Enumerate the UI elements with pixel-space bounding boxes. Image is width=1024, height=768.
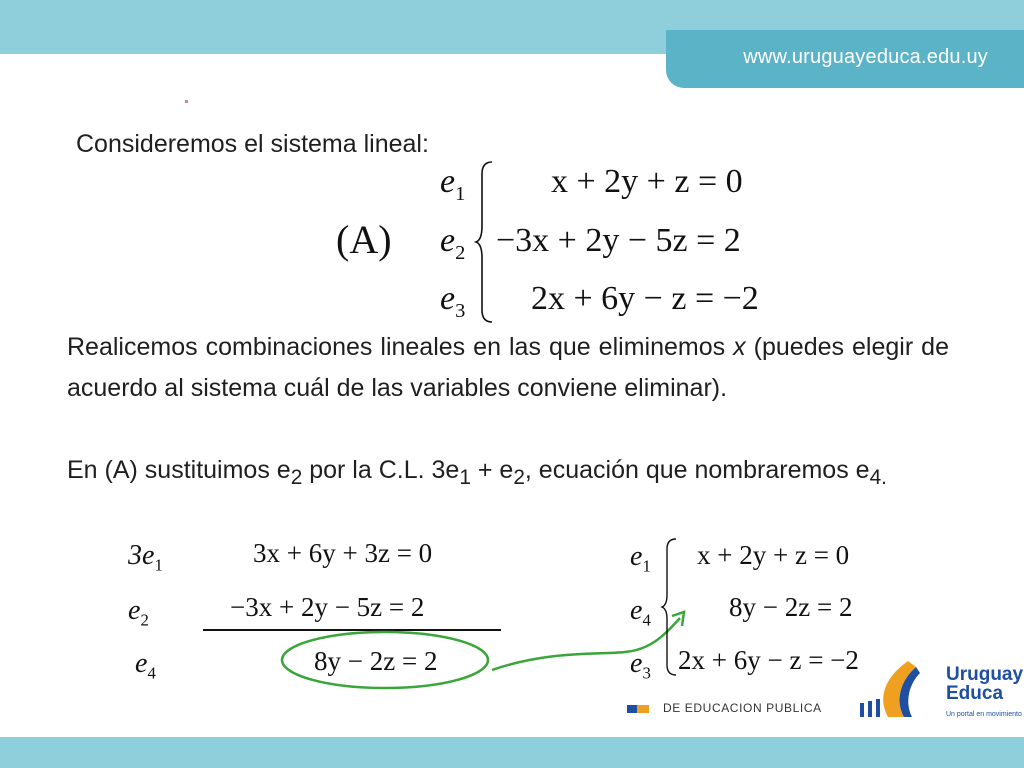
variable-x: x [733,333,746,361]
brand-name: Uruguay Educa [946,664,1024,704]
new-eq-3: 2x + 6y − z = −2 [678,645,859,675]
site-url[interactable]: www.uruguayeduca.edu.uy [743,46,988,68]
new-system-brace [660,537,678,677]
brand-tagline: Un portal en movimiento [946,711,1022,718]
system-eq-1: x + 2y + z = 0 [551,163,743,200]
result-highlight-ellipse [282,632,488,688]
footer-band [0,737,1024,768]
eq-name-e2: $e_2$ [440,222,466,264]
comb-eq-1: 3x + 6y + 3z = 0 [253,538,433,568]
comb-eq-result: 8y − 2z = 2 [314,646,438,676]
artifact-dot [185,100,188,103]
eq-name-e3: $e_3$ [440,280,466,322]
comb-name-3e1: $3e_1$ [128,540,163,575]
system-eq-3: 2x + 6y − z = −2 [531,280,759,317]
arrow-line [492,618,680,670]
paragraph-eliminate: Realicemos combinaciones lineales en las que eliminemos x (puedes elegir de acuerdo al sistema cuál de las variables conviene eliminar). [67,333,949,402]
new-name-e4: $e_4$ [630,595,651,630]
new-eq-2: 8y − 2z = 2 [729,592,853,622]
system-brace [474,160,494,325]
paragraph-substitution: En (A) sustituimos $e_2$ por la C.L. $3e_1 + e_2$, ecuación que nombraremos $e_{4.}$ [67,456,887,489]
footer-org: DE EDUCACION PUBLICA [663,701,822,715]
comb-name-e2: $e_2$ [128,595,149,630]
system-eq-2: −3x + 2y − 5z = 2 [496,222,741,259]
comb-eq-2: −3x + 2y − 5z = 2 [230,592,425,622]
intro-text: Consideremos el sistema lineal: [76,130,429,158]
comb-name-e4: $e_4$ [135,648,156,683]
new-eq-1: x + 2y + z = 0 [697,540,850,570]
ministry-logo-icon [627,703,651,715]
url-tab [666,30,1024,88]
new-name-e1: $e_1$ [630,541,651,576]
eq-name-e1: $e_1$ [440,163,466,205]
new-name-e3: $e_3$ [630,648,651,683]
system-label: (A) [336,217,392,262]
